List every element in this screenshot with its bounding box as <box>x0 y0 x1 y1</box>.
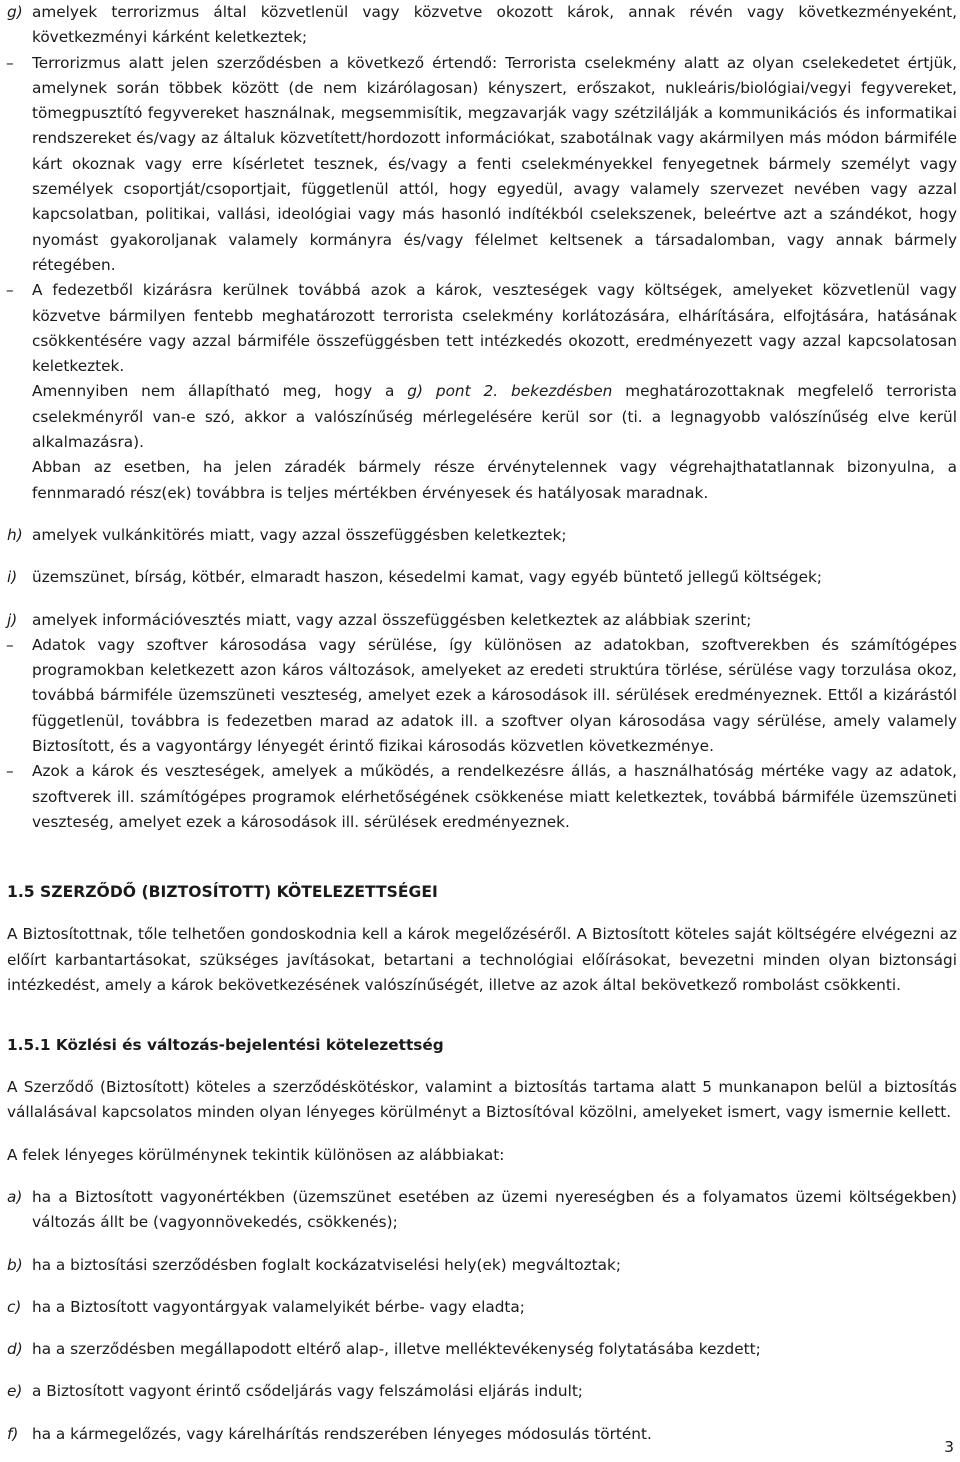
subsection-heading: 1.5.1 Közlési és változás-bejelentési kötelezettség <box>7 1036 444 1055</box>
page-content <box>7 0 957 1447</box>
list-item <box>7 1295 957 1320</box>
sub-item <box>6 51 957 279</box>
item-text: ha a Biztosított vagyontárgyak valamelyikét bérbe- vagy eladta; <box>32 1297 525 1316</box>
list-intro: A felek lényeges körülménynek tekintik különösen az alábbiakat: <box>7 1145 505 1164</box>
sub-item <box>6 633 957 759</box>
item-text: a Biztosított vagyont érintő csődeljárás vagy felszámolási eljárás indult; <box>32 1382 583 1401</box>
exclusion-item-j <box>7 608 957 836</box>
item-text: ha a szerződésben megállapodott eltérő alap-, illetve melléktevékenység folytatásába kezdett; <box>32 1340 761 1359</box>
item-text: amelyek terrorizmus által közvetlenül vagy közvetve okozott károk, annak révén vagy következményeként, következményi kárként keletkeztek; <box>32 3 957 47</box>
item-label: c) <box>7 1297 22 1316</box>
item-label: h) <box>7 525 23 544</box>
item-label: d) <box>7 1340 23 1359</box>
item-body <box>32 565 957 590</box>
text-run: Amennyiben nem állapítható meg, hogy a <box>32 382 408 401</box>
sub-item <box>6 759 957 835</box>
item-body <box>32 1253 957 1278</box>
data-loss-text: Adatok vagy szoftver károsodása vagy sérülése, így különösen az adatokban, szoftverekben és számítógépes programokban keletkezett azon káros változások, amelyeket az eredeti struktúra törlése, sérülése vagy torzulása okoz, továbbá bármiféle üzemszüneti veszteség, amelyet ezek a károsodások ill. sérülések eredményeznek. Ettől a kizárástól függetlenül, továbbra is fedezetben marad az adatok ill. a szoftver olyan károsodása vagy sérülése, amely valamely Biztosított, és a vagyontárgy lényegét érintő fizikai károsodás közvetlen következménye. <box>32 635 957 756</box>
text-run: meghatározottaknak megfelelő terrorista cselekményről van-e szó, akkor a valószínűség mérlegelésére kerül sor (ti. a legnagyobb valószínűség elve kerül alkalmazásra). <box>32 382 957 452</box>
exclusion-item-h <box>7 523 957 548</box>
sub-item <box>6 278 957 379</box>
section-heading: 1.5 SZERZŐDŐ (BIZTOSÍTOTT) KÖTELEZETTSÉGEI <box>7 883 438 902</box>
item-text: amelyek vulkánkitörés miatt, vagy azzal összefüggésben keletkeztek; <box>32 525 567 544</box>
reference-italic: g) pont 2. bekezdésben <box>407 382 613 401</box>
list-item <box>7 1337 957 1362</box>
dash-marker: – <box>6 53 14 72</box>
item-label: a) <box>7 1187 23 1206</box>
item-label: j) <box>7 610 18 629</box>
item-text: ha a Biztosított vagyonértékben (üzemszünet esetében az üzemi nyereségben és a folyamatos üzemi költségekben) változás állt be (vagyonnövekedés, csökkenés); <box>32 1187 957 1232</box>
terrorism-definition: Terrorizmus alatt jelen szerződésben a következő értendő: Terrorista cselekmény alatt az olyan cselekedetet értjük, amelynek során többek között (de nem kizárólagosan) kényszert, erőszakot, nukleáris/biológiai/vegyi fegyvereket, tömegpusztító fegyvereket használnak, megsemmisítik, megzavarják vagy szétzilálják a kommunikációs és informatikai rendszereket és/vagy az általuk közvetített/hordozott információkat, szabotálnak vagy akármilyen más módon bármiféle kárt okoznak vagy erre kísérletet tesznek, és/vagy a fenti cselekményekkel fenyegetnek bármely személyt vagy személyek csoportját/csoportjait, függetlenül attól, hogy egyedül, avagy valamely szervezet nevében vagy azzal kapcsolatban, politikai, vallási, ideológiai vagy más hasonló indítékból cselekszenek, beleértve azt a szándékot, hogy nyomást gyakoroljanak valamely kormányra és/vagy félelmet keltsenek a társadalomban, vagy annak bármely rétegében. <box>32 53 957 274</box>
item-label: g) <box>7 3 23 21</box>
item-label: f) <box>7 1424 19 1443</box>
list-item <box>7 1422 957 1447</box>
uncertainty-paragraph <box>32 379 957 455</box>
item-body <box>32 523 957 548</box>
item-body <box>32 1295 957 1320</box>
item-body <box>6 608 957 836</box>
item-label: e) <box>7 1382 23 1401</box>
item-body <box>32 1422 957 1447</box>
item-label: i) <box>7 568 18 587</box>
item-text: üzemszünet, bírság, kötbér, elmaradt haszon, késedelmi kamat, vagy egyéb büntető jellegű költségek; <box>32 568 823 587</box>
exclusion-item-g <box>7 0 957 506</box>
list-item <box>7 1185 957 1236</box>
item-body <box>32 1185 957 1236</box>
terrorism-exclusion-scope: A fedezetből kizárásra kerülnek továbbá azok a károk, veszteségek vagy költségek, amelyeket közvetlenül vagy közvetve bármilyen fentebb meghatározott terrorista cselekmény korlátozására, elhárítására, elfojtására, hatásának csökkentésére vagy azzal bármiféle összefüggésben tett intézkedés okozott, eredményezett vagy azzal kapcsolatosan keletkeztek. <box>32 281 957 376</box>
item-body <box>32 1337 957 1362</box>
dash-marker: – <box>6 281 14 300</box>
item-text: ha a kármegelőzés, vagy kárelhárítás rendszerében lényeges módosulás történt. <box>32 1424 652 1443</box>
dash-marker: – <box>6 762 14 781</box>
subsection-paragraph: A Szerződő (Biztosított) köteles a szerződéskötéskor, valamint a biztosítás tartama alatt 5 munkanapon belül a biztosítás vállalásával kapcsolatos minden olyan lényeges körülményt a Biztosítóval közölni, amelyeket ismert, vagy ismernie kellett. <box>7 1078 957 1122</box>
severability-paragraph: Abban az esetben, ha jelen záradék bármely része érvénytelennek vagy végrehajthatatlannak bizonyulna, a fennmaradó rész(ek) továbbra is teljes mértékben érvényesek és hatályosak maradnak. <box>32 458 957 502</box>
item-text: amelyek információvesztés miatt, vagy azzal összefüggésben keletkeztek az alábbiak szerint; <box>32 610 752 629</box>
list-item <box>7 1379 957 1404</box>
item-body <box>32 1379 957 1404</box>
item-label: b) <box>7 1255 23 1274</box>
section-paragraph: A Biztosítottnak, tőle telhetően gondoskodnia kell a károk megelőzéséről. A Biztosított köteles saját költségére elvégezni az előírt karbantartásokat, szükséges javításokat, betartani a technológiai előírásokat, bevezetni minden olyan biztonsági intézkedést, amely a károk bekövetkezésének valószínűségét, illetve az azok által bekövetkező rombolást csökkenti. <box>7 925 957 994</box>
exclusion-item-i <box>7 565 957 590</box>
item-text: ha a biztosítási szerződésben foglalt kockázatviselési hely(ek) megváltoztak; <box>32 1255 622 1274</box>
list-item <box>7 1253 957 1278</box>
dash-marker: – <box>6 635 14 654</box>
page-number: 3 <box>944 1438 954 1456</box>
item-body <box>6 0 957 506</box>
availability-loss-text: Azok a károk és veszteségek, amelyek a működés, a rendelkezésre állás, a használhatóság mértéke vagy az adatok, szoftverek ill. számítógépes programok elérhetőségének csökkenése miatt keletkeztek, továbbá bármiféle üzemszüneti veszteség, amelyet ezek a károsodások ill. sérülések eredményeznek. <box>32 762 957 831</box>
